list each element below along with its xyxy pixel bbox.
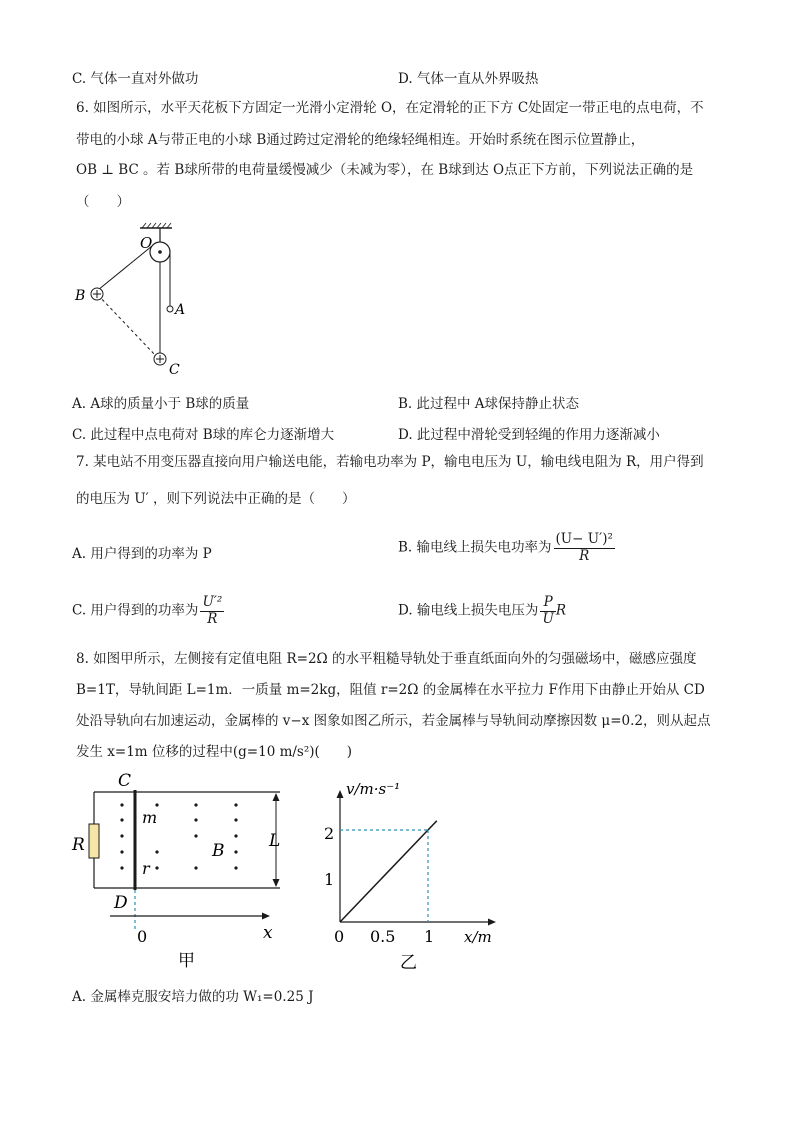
q7-option-d: [398, 595, 566, 627]
label-c: C: [169, 362, 180, 378]
q7-option-d-fraction: [540, 595, 555, 627]
y-tick-2: 2: [324, 824, 335, 843]
label-r-rod: r: [142, 859, 150, 878]
q7-option-c-label: C. 用户得到的功率为: [72, 602, 199, 619]
x-tick-0-5: 0.5: [370, 927, 396, 946]
q7-stem-line2: 的电压为 U′ ，则下列说法中正确的是（ ）: [76, 491, 356, 507]
rope-ob: [98, 246, 152, 290]
q7-option-d-denominator: U: [542, 610, 554, 627]
label-r-resistor: R: [72, 835, 85, 855]
pulley-axle: [158, 250, 162, 254]
q5-option-d: D. 气体一直从外界吸热: [398, 71, 539, 87]
q7-option-b-fraction: [554, 532, 615, 564]
q7-option-c-denominator: R: [207, 610, 218, 627]
x-tick-0: 0: [334, 927, 345, 946]
q7-option-c-numerator: U′²: [202, 594, 223, 610]
x-axis-label: x/m: [464, 928, 492, 946]
q8-stem-line1: 8. 如图甲所示，左侧接有定值电阻 R=2Ω 的水平粗糙导轨处于垂直纸面向外的匀强磁场中，磁感应强度: [76, 651, 697, 667]
q5-option-c: C. 气体一直对外做功: [72, 71, 199, 87]
q7-option-b: [398, 532, 615, 564]
q7-option-b-numerator: (U− U′)²: [555, 531, 613, 547]
q7-option-c-fraction: [200, 595, 224, 627]
q8-option-a: A. 金属棒克服安培力做的功 W₁=0.25 J: [72, 989, 314, 1005]
q7-stem-line1: 7. 某电站不用变压器直接向用户输送电能，若输电功率为 P，输电电压为 U，输电线电阻为 R，用户得到: [76, 454, 704, 470]
q7-option-c: [72, 595, 224, 627]
y-tick-1: 1: [324, 870, 335, 889]
y-axis-label: v/m·s⁻¹: [346, 780, 401, 798]
q6-pulley-figure: [72, 220, 212, 380]
label-o: O: [140, 234, 153, 252]
q7-option-b-label: B. 输电线上损失电功率为: [398, 539, 552, 556]
q8-figure-yi: [318, 772, 508, 977]
q7-option-b-denominator: R: [579, 547, 590, 564]
v-x-line: [340, 821, 437, 922]
q6-stem-line2: 带电的小球 A与带正电的小球 B通过跨过定滑轮的绝缘轻绳相连。开始时系统在图示位置静止，: [76, 132, 645, 148]
caption-yi: 乙: [400, 953, 417, 973]
label-b-field: B: [212, 841, 225, 861]
ball-a: [167, 306, 173, 312]
label-c: C: [118, 771, 132, 791]
q6-option-c: C. 此过程中点电荷对 B球的库仑力逐渐增大: [72, 427, 335, 443]
q6-option-d: D. 此过程中滑轮受到轻绳的作用力逐渐减小: [398, 427, 660, 443]
q8-stem-line4: 发生 x=1m 位移的过程中(g=10 m/s²)( ): [76, 744, 353, 760]
caption-jia: 甲: [178, 951, 195, 971]
q7-option-d-numerator: P: [540, 595, 555, 612]
q7-option-a: A. 用户得到的功率为 P: [72, 546, 212, 562]
q6-option-a: A. A球的质量小于 B球的质量: [72, 396, 250, 412]
label-x-jia: x: [263, 923, 273, 943]
label-d: D: [114, 893, 128, 913]
label-origin-jia: 0: [137, 927, 148, 946]
label-m: m: [142, 808, 158, 827]
q6-stem-line3: OB ⊥ BC 。若 B球所带的电荷量缓慢减少（未减为零），在 B球到达 O点正下方前，下列说法正确的是: [76, 162, 694, 178]
x-tick-1: 1: [424, 927, 435, 946]
q6-stem-line4: （ ）: [76, 194, 130, 210]
dashed-bc: [98, 295, 156, 356]
q7-option-d-suffix: R: [555, 602, 566, 619]
q7-option-d-label: D. 输电线上损失电压为: [398, 602, 539, 619]
q6-stem-line1: 6. 如图所示，水平天花板下方固定一光滑小定滑轮 O，在定滑轮的正下方 C处固定一带正电的点电荷，不: [76, 100, 704, 116]
q8-stem-line2: B=1T，导轨间距 L=1m．一质量 m=2kg，阻值 r=2Ω 的金属棒在水平拉力 F作用下由静止开始从 CD: [76, 682, 705, 698]
label-b: B: [75, 288, 86, 304]
label-l: L: [269, 831, 281, 851]
resistor-r: [89, 824, 99, 858]
q8-figure-jia: [70, 768, 290, 973]
label-a: A: [175, 302, 186, 318]
q8-stem-line3: 处沿导轨向右加速运动，金属棒的 v−x 图象如图乙所示，若金属棒与导轨间动摩擦因数 μ=0.2，则从起点: [76, 713, 711, 729]
q6-option-b: B. 此过程中 A球保持静止状态: [398, 396, 580, 412]
